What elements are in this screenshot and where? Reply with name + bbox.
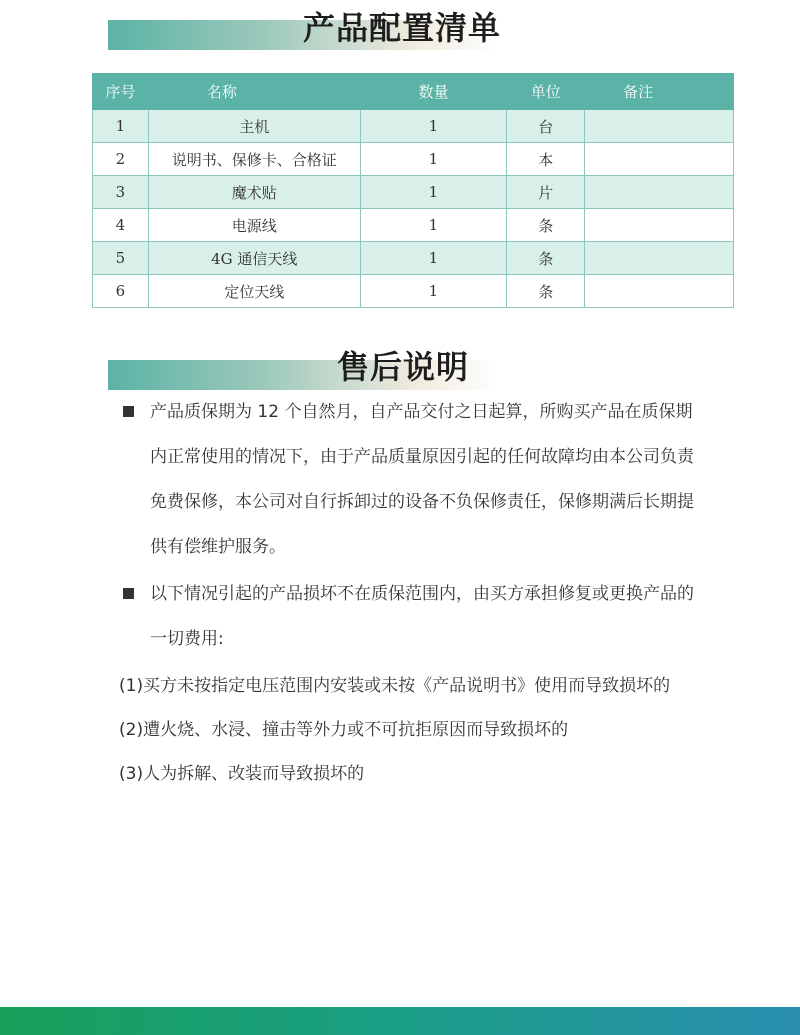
config-table: [92, 73, 734, 308]
aftersales-notes: [120, 390, 700, 796]
cell-unit: 台: [507, 110, 585, 143]
cell-qty: 1: [360, 176, 507, 209]
note-text: 以下情况引起的产品损坏不在质保范围内，由买方承担修复或更换产品的一切费用:: [150, 584, 694, 649]
header-qty: 数量: [360, 74, 507, 110]
cell-unit: 条: [507, 209, 585, 242]
cell-unit: 片: [507, 176, 585, 209]
cell-qty: 1: [360, 209, 507, 242]
cell-name: 定位天线: [148, 275, 360, 308]
cell-remark: [585, 242, 734, 275]
square-bullet-icon: [123, 406, 134, 417]
cell-remark: [585, 209, 734, 242]
square-bullet-icon: [123, 588, 134, 599]
cell-unit: 本: [507, 143, 585, 176]
note-item: (2)遭火烧、水浸、撞击等外力或不可抗拒原因而导致损坏的: [119, 720, 569, 740]
cell-index: 4: [93, 209, 149, 242]
cell-qty: 1: [360, 143, 507, 176]
note-text: 产品质保期为 12 个自然月，自产品交付之日起算，所购买产品在质保期内正常使用的情况下，由于产品质量原因引起的任何故障均由本公司负责免费保修，本公司对自行拆卸过的设备不负保修责任，保修期满后长期提供有偿维护服务。: [150, 402, 694, 557]
table-row: [93, 209, 734, 242]
note-item: (1)买方未按指定电压范围内安装或未按《产品说明书》使用而导致损坏的: [119, 676, 671, 696]
cell-name: 4G 通信天线: [148, 242, 360, 275]
note-bullet: [120, 572, 700, 662]
cell-name: 主机: [148, 110, 360, 143]
note-bullet: [120, 390, 700, 570]
cell-index: 3: [93, 176, 149, 209]
header-remark: 备注: [585, 74, 734, 110]
table-row: [93, 143, 734, 176]
cell-index: 6: [93, 275, 149, 308]
table-header-row: [93, 74, 734, 110]
note-item: (3)人为拆解、改装而导致损坏的: [119, 764, 365, 784]
section-title-aftersales: 售后说明: [337, 348, 470, 386]
table-row: [93, 242, 734, 275]
cell-remark: [585, 143, 734, 176]
header-unit: 单位: [507, 74, 585, 110]
cell-remark: [585, 110, 734, 143]
cell-index: 5: [93, 242, 149, 275]
table-row: [93, 275, 734, 308]
table-row: [93, 176, 734, 209]
header-index: 序号: [93, 74, 149, 110]
cell-index: 1: [93, 110, 149, 143]
cell-qty: 1: [360, 275, 507, 308]
cell-name: 说明书、保修卡、合格证: [148, 143, 360, 176]
cell-name: 电源线: [148, 209, 360, 242]
table-row: [93, 110, 734, 143]
cell-qty: 1: [360, 242, 507, 275]
cell-index: 2: [93, 143, 149, 176]
cell-unit: 条: [507, 275, 585, 308]
header-name: 名称: [148, 74, 360, 110]
footer-bar: [0, 1007, 800, 1035]
section-title-config: 产品配置清单: [303, 9, 502, 47]
cell-unit: 条: [507, 242, 585, 275]
cell-name: 魔术贴: [148, 176, 360, 209]
cell-remark: [585, 176, 734, 209]
cell-remark: [585, 275, 734, 308]
cell-qty: 1: [360, 110, 507, 143]
